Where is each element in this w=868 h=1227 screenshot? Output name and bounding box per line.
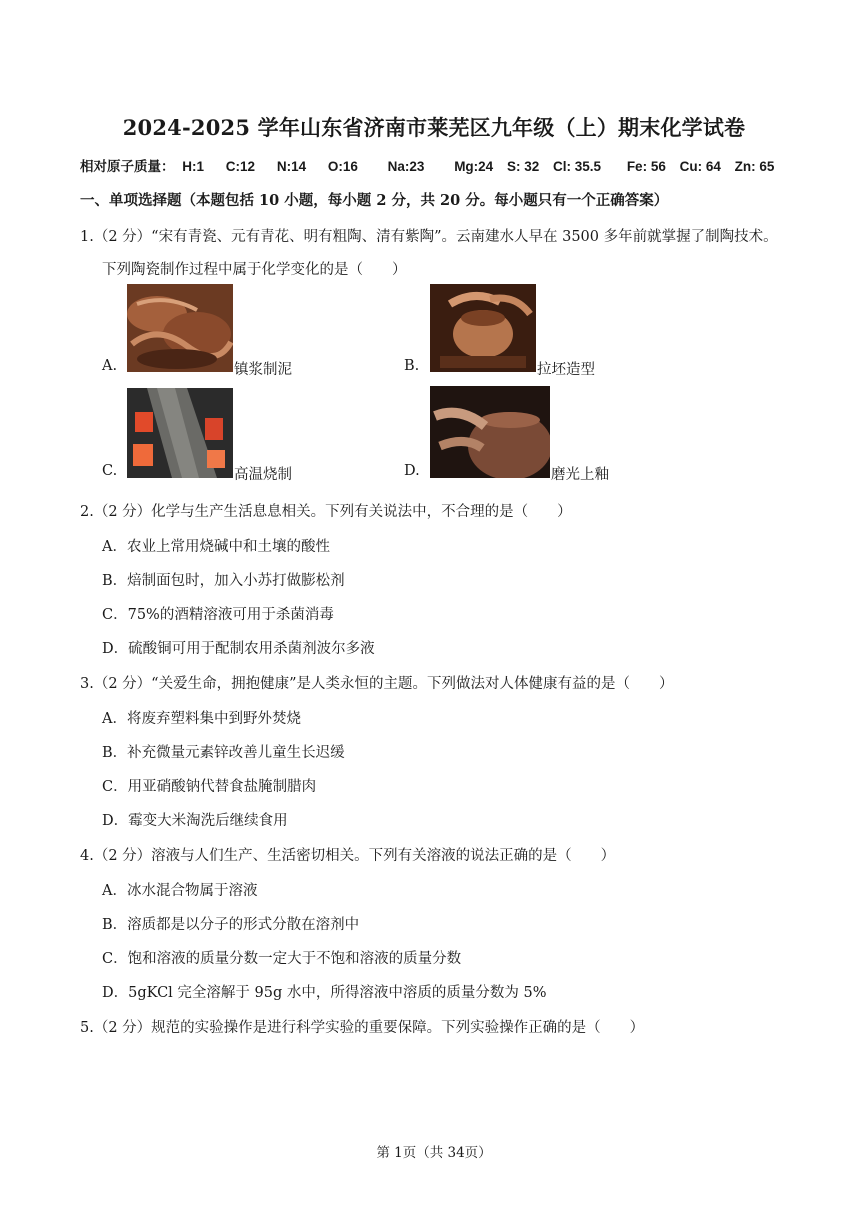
question-4-option-c: C．饱和溶液的质量分数一定大于不饱和溶液的质量分数 — [102, 951, 462, 967]
question-3-option-d: D．霉变大米淘洗后继续食用 — [102, 813, 288, 829]
option-c-caption: 高温烧制 — [234, 467, 292, 483]
option-a-letter: A. — [102, 358, 118, 374]
atomic-mass-zn: Zn: 65 — [734, 159, 775, 174]
option-b-letter: B. — [404, 358, 420, 374]
question-1-stem-line1: 1.（2 分）“宋有青瓷、元有青花、明有粗陶、清有紫陶”。云南建水人早在 3500 多年前就掌握了制陶技术。 — [80, 229, 778, 245]
kiln-firing-photo — [127, 388, 233, 478]
atomic-masses-label: 相对原子质量： — [80, 159, 175, 174]
question-3-option-a: A．将废弃塑料集中到野外焚烧 — [102, 711, 301, 727]
atomic-mass-fe: Fe: 56 — [626, 159, 666, 174]
atomic-mass-na: Na:23 — [387, 159, 425, 174]
question-3-stem: 3.（2 分）“关爱生命，拥抱健康”是人类永恒的主题。下列做法对人体健康有益的是（ ） — [80, 676, 674, 692]
question-4-stem: 4.（2 分）溶液与人们生产、生活密切相关。下列有关溶液的说法正确的是（ ） — [80, 848, 616, 864]
atomic-mass-h: H:1 — [182, 159, 205, 174]
atomic-mass-s: S: 32 — [506, 159, 540, 174]
question-2-option-b: B．焙制面包时，加入小苏打做膨松剂 — [102, 573, 345, 589]
clay-kneading-photo — [127, 284, 233, 372]
question-3-option-b: B．补充微量元素锌改善儿童生长迟缓 — [102, 745, 345, 761]
option-b-caption: 拉坯造型 — [537, 362, 595, 378]
question-3-option-c: C．用亚硝酸钠代替食盐腌制腊肉 — [102, 779, 317, 795]
question-2-option-c: C．75%的酒精溶液可用于杀菌消毒 — [102, 607, 334, 623]
polishing-glazing-photo — [430, 386, 550, 478]
pottery-wheel-photo — [430, 284, 536, 372]
question-4-option-a: A．冰水混合物属于溶液 — [102, 883, 258, 899]
question-2-option-d: D．硫酸铜可用于配制农用杀菌剂波尔多液 — [102, 641, 375, 657]
option-a-caption: 镇浆制泥 — [234, 362, 292, 378]
option-d-caption: 磨光上釉 — [551, 467, 609, 483]
atomic-mass-o: O:16 — [327, 159, 358, 174]
atomic-masses-line — [80, 155, 774, 175]
page-footer: 第 1页（共 34页） — [376, 1145, 492, 1161]
option-d-letter: D. — [404, 463, 420, 479]
atomic-mass-n: N:14 — [276, 159, 307, 174]
question-4-option-d: D．5gKCl 完全溶解于 95g 水中，所得溶液中溶质的质量分数为 5% — [102, 985, 547, 1001]
question-2-option-a: A．农业上常用烧碱中和土壤的酸性 — [102, 539, 330, 555]
question-2-stem: 2.（2 分）化学与生产生活息息相关。下列有关说法中，不合理的是（ ） — [80, 504, 572, 520]
question-5-stem: 5.（2 分）规范的实验操作是进行科学实验的重要保障。下列实验操作正确的是（ ） — [80, 1020, 645, 1036]
section-heading: 一、单项选择题（本题包括 10 小题，每小题 2 分，共 20 分。每小题只有一个正确答案） — [80, 192, 669, 209]
question-4-option-b: B．溶质都是以分子的形式分散在溶剂中 — [102, 917, 360, 933]
page-title: 2024-2025 学年山东省济南市莱芜区九年级（上）期末化学试卷 — [122, 115, 746, 140]
atomic-mass-c: C:12 — [225, 159, 256, 174]
atomic-mass-mg: Mg:24 — [454, 159, 494, 174]
option-c-letter: C. — [102, 463, 118, 479]
atomic-mass-cu: Cu: 64 — [679, 159, 721, 174]
atomic-mass-cl: Cl: 35.5 — [553, 159, 602, 174]
question-1-stem-line2: 下列陶瓷制作过程中属于化学变化的是（ ） — [102, 262, 407, 278]
